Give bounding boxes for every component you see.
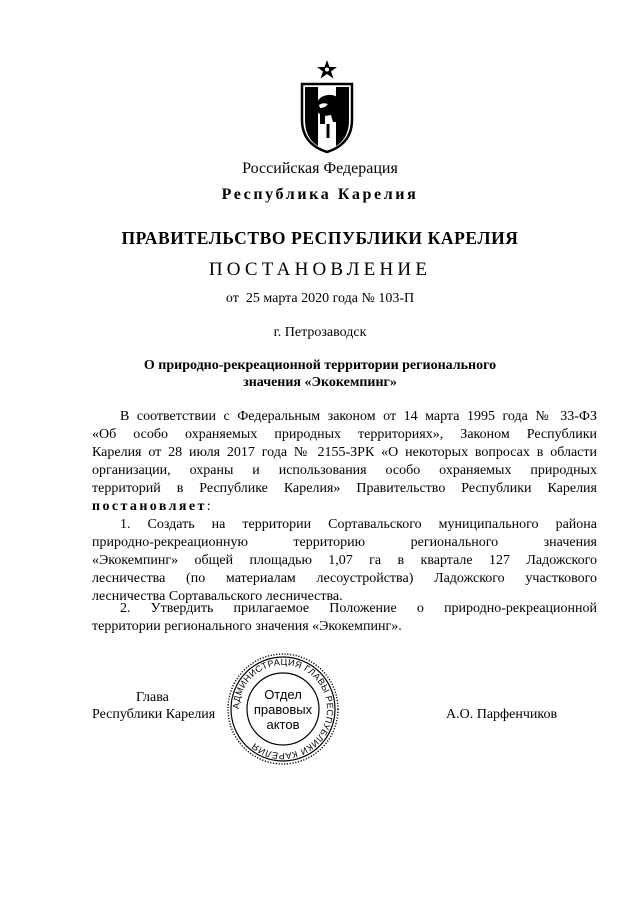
paragraph-line: лесничества Сортавальского лесничества. bbox=[92, 589, 343, 604]
republic-name: Республика Карелия bbox=[221, 186, 419, 203]
paragraph-line: территорий в Республике Карелия» Правительство Республики Карелия bbox=[92, 481, 597, 496]
paragraph-line: «Об особо охраняемых природных территориях», Законом Республики bbox=[92, 427, 597, 442]
coat-of-arms-icon bbox=[298, 58, 356, 154]
document-title bbox=[0, 357, 640, 391]
signatory-role-line2: Республики Карелия bbox=[92, 707, 216, 722]
title-line: значения «Экокемпинг» bbox=[243, 375, 397, 390]
item-2-paragraph bbox=[92, 600, 597, 636]
country-name: Российская Федерация bbox=[242, 160, 398, 177]
preamble-paragraph bbox=[92, 408, 597, 516]
signatory-role-line1: Глава bbox=[136, 690, 169, 705]
stamp-center-line: правовых bbox=[253, 702, 313, 717]
stamp-center-line: актов bbox=[266, 717, 300, 732]
item-1-paragraph bbox=[92, 516, 597, 606]
document-date-number: от 25 марта 2020 года № 103-П bbox=[225, 291, 415, 306]
signatory-name: А.О. Парфенчиков bbox=[446, 707, 558, 722]
paragraph-line: лесничества (по материалам лесоустройства) Ладожского участкового bbox=[92, 571, 597, 586]
decree-colon: : bbox=[206, 499, 211, 514]
paragraph-line: природно-рекреационную территорию регионального значения bbox=[92, 535, 597, 550]
official-stamp bbox=[225, 651, 341, 767]
paragraph-line: 1. Создать на территории Сортавальского муниципального района bbox=[120, 517, 597, 532]
decree-word: постановляет bbox=[92, 499, 207, 514]
paragraph-line: В соответствии с Федеральным законом от 14 марта 1995 года № 33-ФЗ bbox=[120, 409, 597, 424]
paragraph-line: «Экокемпинг» общей площадью 1,07 га в квартале 127 Ладожского bbox=[92, 553, 597, 568]
title-line: О природно-рекреационной территории регионального bbox=[143, 358, 497, 373]
paragraph-line: организации, охраны и использования особо охраняемых природных bbox=[92, 463, 597, 478]
stamp-ring-text: АДМИНИСТРАЦИЯ ГЛАВЫ РЕСПУБЛИКИ КАРЕЛИЯ bbox=[230, 656, 336, 762]
decree-line bbox=[92, 498, 597, 516]
government-heading: ПРАВИТЕЛЬСТВО РЕСПУБЛИКИ КАРЕЛИЯ bbox=[121, 228, 519, 248]
paragraph-line: Карелия от 28 июля 2017 года № 2155-ЗРК «О некоторых вопросах в области bbox=[92, 445, 597, 460]
stamp-center-line: Отдел bbox=[264, 687, 302, 702]
document-type: ПОСТАНОВЛЕНИЕ bbox=[208, 259, 432, 280]
paragraph-line: территории регионального значения «Экокемпинг». bbox=[92, 619, 402, 634]
paragraph-line: 2. Утвердить прилагаемое Положение о природно-рекреационной bbox=[120, 601, 597, 616]
document-city: г. Петрозаводск bbox=[273, 325, 367, 340]
